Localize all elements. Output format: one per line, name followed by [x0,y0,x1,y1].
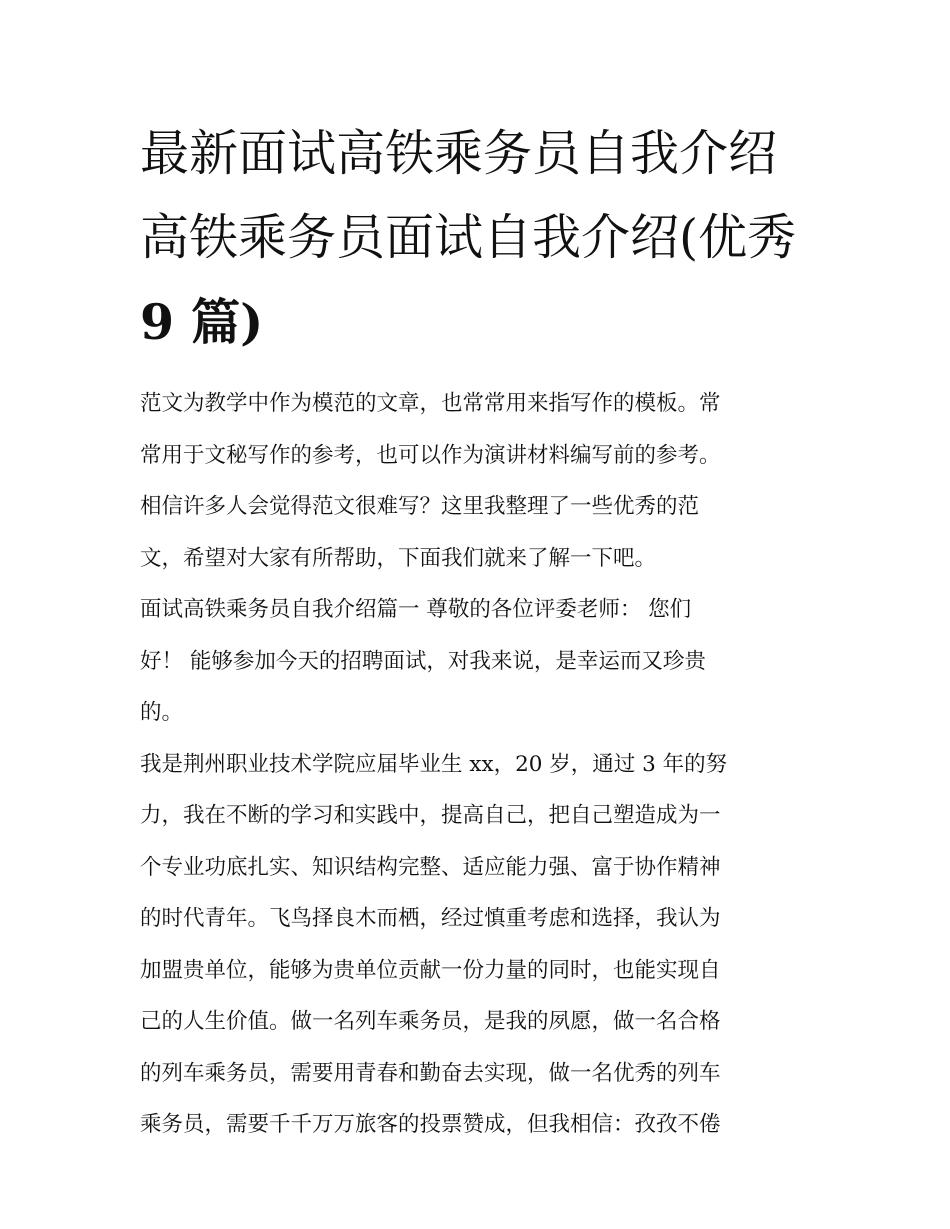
text-line: 乘务员，需要千千万万旅客的投票赞成，但我相信：孜孜不倦 [140,1112,721,1137]
document-page [140,112,816,1151]
text-line: 己的人生价值。做一名列车乘务员，是我的夙愿，做一名合格 [140,1009,721,1034]
paragraph-intro [140,378,816,584]
document-body [140,378,816,1151]
text-line: 相信许多人会觉得范文很难写？这里我整理了一些优秀的范 [140,494,700,519]
title-line: 9 篇) [140,293,264,351]
paragraph-greeting [140,584,816,739]
text-line: 个专业功底扎实、知识结构完整、适应能力强、富于协作精神 [140,854,721,880]
title-line: 高铁乘务员面试自我介绍(优秀 [140,209,797,266]
paragraph-self-intro [140,739,816,1151]
document-title [140,112,816,364]
text-line: 常用于文秘写作的参考，也可以作为演讲材料编写前的参考。 [140,442,721,468]
text-line: 我是荆州职业技术学院应届毕业生 xx，20 岁，通过 3 年的努 [140,751,728,777]
text-line: 加盟贵单位，能够为贵单位贡献一份力量的同时，也能实现自 [140,957,721,983]
text-line: 力，我在不断的学习和实践中，提高自己，把自己塑造成为一 [140,803,721,828]
text-line: 好！ 能够参加今天的招聘面试，对我来说，是幸运而又珍贵 [140,648,706,674]
text-line: 面试高铁乘务员自我介绍篇一 尊敬的各位评委老师： 您们 [140,597,692,622]
text-line: 的时代青年。飞鸟择良木而栖，经过慎重考虑和选择，我认为 [140,906,721,931]
title-line: 最新面试高铁乘务员自我介绍 [140,125,778,182]
text-line: 文，希望对大家有所帮助，下面我们就来了解一下吧。 [140,545,657,571]
text-line: 的列车乘务员，需要用青春和勤奋去实现，做一名优秀的列车 [140,1060,721,1086]
text-line: 的。 [140,700,184,725]
text-line: 范文为教学中作为模范的文章，也常常用来指写作的模板。常 [140,391,721,416]
